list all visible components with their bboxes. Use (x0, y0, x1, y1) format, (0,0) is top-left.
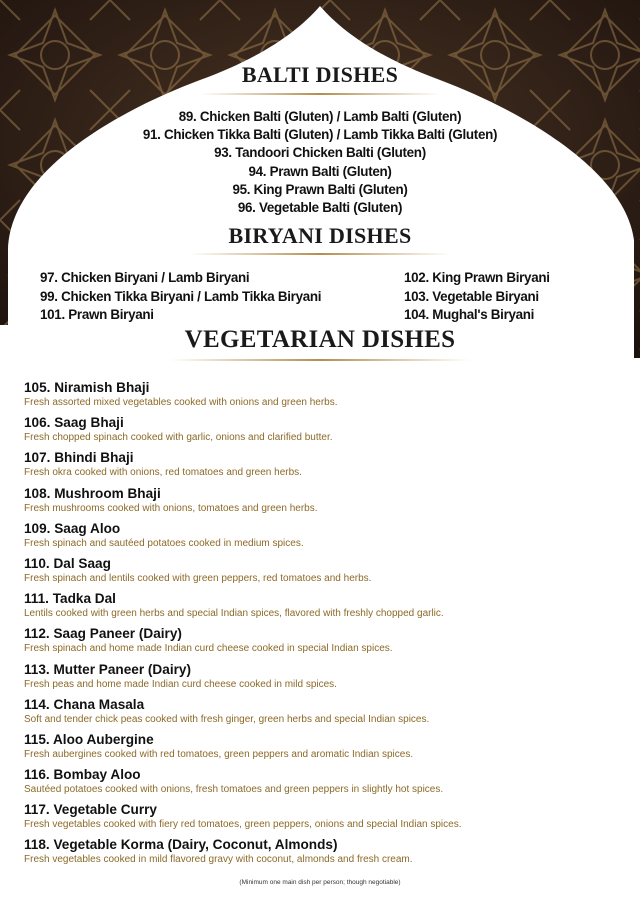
dish-name: 109. Saag Aloo (24, 520, 121, 536)
list-item: 97. Chicken Biryani / Lamb Biryani (40, 270, 250, 285)
balti-section-title: BALTI DISHES (241, 62, 399, 87)
footnote: (Minimum one main dish per person; though negotiable) (239, 879, 401, 886)
dish-name: 106. Saag Bhaji (24, 415, 124, 431)
list-item (24, 731, 624, 766)
list-item: 89. Chicken Balti (Gluten) / Lamb Balti (Gluten) (178, 109, 462, 124)
list-item (24, 485, 624, 520)
dish-name: 118. Vegetable Korma (Dairy, Coconut, Almonds) (24, 837, 338, 853)
list-item: 95. King Prawn Balti (Gluten) (232, 181, 408, 197)
list-item (24, 414, 624, 449)
dish-name: 117. Vegetable Curry (24, 802, 157, 818)
dish-name: 108. Mushroom Bhaji (24, 485, 161, 501)
dish-description: Fresh assorted mixed vegetables cooked with onions and green herbs. (24, 397, 338, 408)
list-item (24, 661, 624, 696)
dish-description: Fresh chopped spinach cooked with garlic, onions and clarified butter. (24, 432, 333, 444)
dish-description: Fresh aubergines cooked with red tomatoes, green peppers and aromatic Indian spices. (24, 748, 414, 760)
list-item: 104. Mughal's Biryani (404, 307, 535, 322)
balti-dish-list (0, 108, 640, 217)
vegetarian-section-title: VEGETARIAN DISHES (184, 326, 456, 353)
dish-description: Fresh peas and home made Indian curd cheese cooked in mild spices. (24, 678, 337, 690)
list-item: 91. Chicken Tikka Balti (Gluten) / Lamb Tikka Balti (Gluten) (142, 127, 498, 143)
biryani-section-title: BIRYANI DISHES (228, 223, 412, 248)
list-item: 101. Prawn Biryani (40, 307, 154, 322)
list-item: 96. Vegetable Balti (Gluten) (237, 200, 403, 216)
dish-name: 105. Niramish Bhaji (24, 380, 150, 395)
list-item (24, 766, 624, 801)
dish-name: 107. Bhindi Bhaji (24, 450, 134, 466)
dish-description: Sautéed potatoes cooked with onions, fresh tomatoes and green peppers in slightly hot spices. (24, 784, 444, 796)
dish-description: Soft and tender chick peas cooked with fresh ginger, green herbs and special Indian spices. (24, 713, 430, 725)
dish-name: 110. Dal Saag (24, 555, 111, 571)
dish-description: Fresh spinach and home made Indian curd cheese cooked in special Indian spices. (24, 643, 393, 655)
list-item: 94. Prawn Balti (Gluten) (248, 163, 392, 179)
biryani-title-divider (190, 253, 450, 255)
vegetarian-dish-list (24, 379, 624, 872)
dish-name: 112. Saag Paneer (Dairy) (24, 626, 182, 642)
list-item (24, 590, 624, 625)
dish-name: 114. Chana Masala (24, 696, 145, 712)
biryani-right-column (404, 269, 550, 325)
list-item (24, 801, 624, 836)
list-item: 102. King Prawn Biryani (404, 270, 550, 285)
dish-name: 115. Aloo Aubergine (24, 731, 154, 747)
dish-description: Fresh okra cooked with onions, red tomatoes and green herbs. (24, 467, 302, 479)
dish-description: Fresh vegetables cooked with fiery red tomatoes, green peppers, onions and special Indian spices. (24, 819, 462, 831)
list-item (24, 449, 624, 484)
list-item: 99. Chicken Tikka Biryani / Lamb Tikka Biryani (40, 288, 322, 304)
dish-name: 116. Bombay Aloo (24, 767, 141, 783)
list-item (24, 625, 624, 660)
dish-name: 111. Tadka Dal (24, 591, 116, 607)
list-item: 93. Tandoori Chicken Balti (Gluten) (214, 145, 426, 161)
balti-title-divider (200, 93, 440, 95)
list-item (24, 520, 624, 555)
dish-name: 113. Mutter Paneer (Dairy) (24, 661, 191, 677)
biryani-left-column (40, 269, 321, 325)
list-item: 103. Vegetable Biryani (404, 288, 539, 304)
dish-description: Fresh mushrooms cooked with onions, tomatoes and green herbs. (24, 502, 318, 514)
list-item (24, 555, 624, 590)
list-item (24, 379, 624, 414)
dish-description: Lentils cooked with green herbs and special Indian spices, flavored with freshly chopped garlic. (24, 608, 444, 620)
dish-description: Fresh vegetables cooked in mild flavored gravy with coconut, almonds and fresh cream. (24, 854, 413, 866)
list-item (24, 696, 624, 731)
dish-description: Fresh spinach and sautéed potatoes cooked in medium spices. (24, 537, 304, 549)
list-item (24, 836, 624, 871)
dish-description: Fresh spinach and lentils cooked with green peppers, red tomatoes and herbs. (24, 572, 372, 584)
vegetarian-title-divider (170, 359, 470, 361)
